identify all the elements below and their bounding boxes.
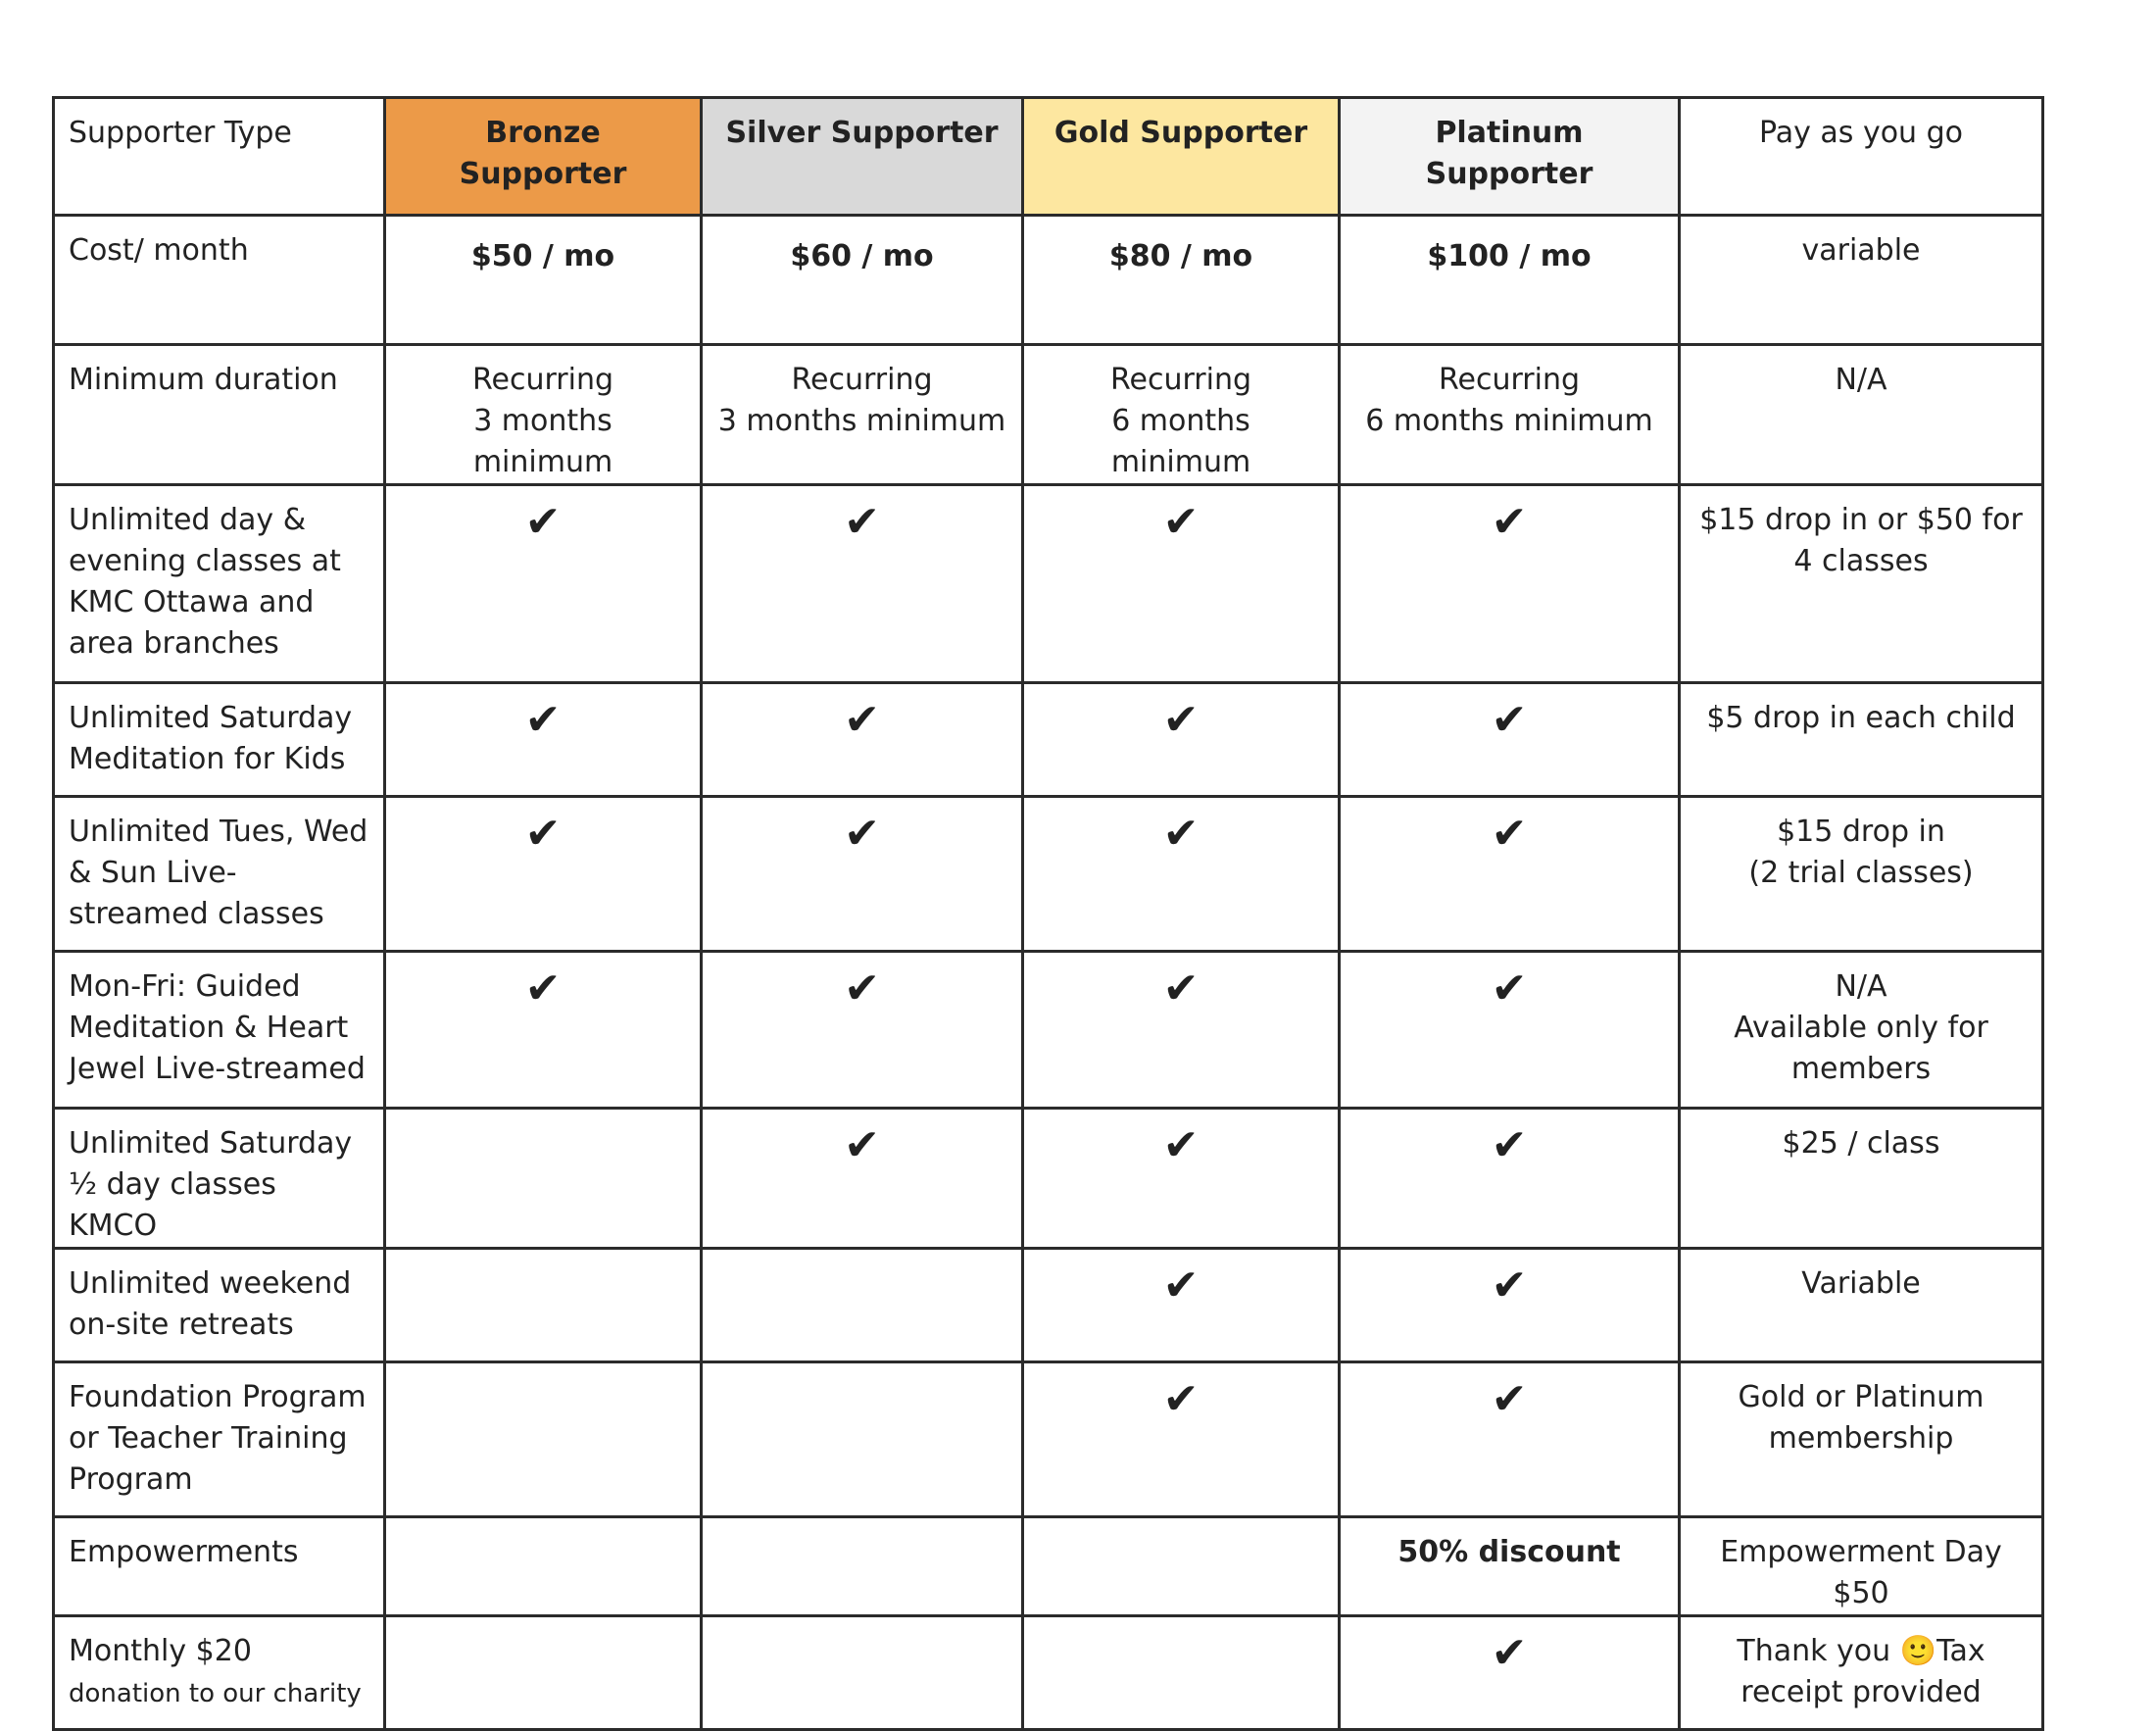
platinum-header: Platinum Supporter bbox=[1340, 98, 1680, 216]
checkmark-icon: ✔ bbox=[1491, 1374, 1528, 1424]
benefit-row bbox=[54, 485, 2043, 683]
payg-line2: (2 trial classes) bbox=[1748, 856, 1974, 890]
checkmark-icon: ✔ bbox=[524, 695, 562, 745]
duration-line2: 6 months minimum bbox=[1110, 404, 1251, 479]
bronze-cell bbox=[385, 1249, 702, 1362]
silver-cell bbox=[702, 683, 1023, 797]
benefit-label: Unlimited Saturday Meditation for Kids bbox=[54, 683, 385, 797]
benefit-label: Foundation Program or Teacher Training Program bbox=[54, 1362, 385, 1517]
benefit-label: Unlimited Saturday ½ day classes KMCO bbox=[54, 1109, 385, 1249]
checkmark-icon: ✔ bbox=[1491, 809, 1528, 859]
checkmark-icon: ✔ bbox=[1162, 695, 1200, 745]
silver-cell bbox=[702, 1109, 1023, 1249]
bronze-cell bbox=[385, 1109, 702, 1249]
benefit-row bbox=[54, 1517, 2043, 1616]
checkmark-icon: ✔ bbox=[524, 497, 562, 547]
checkmark-icon: ✔ bbox=[1162, 1261, 1200, 1311]
gold-cell bbox=[1023, 1517, 1340, 1616]
header-row-label: Supporter Type bbox=[54, 98, 385, 216]
benefit-label: Mon-Fri: Guided Meditation & Heart Jewel Live-streamed bbox=[54, 952, 385, 1109]
payg-cell: $15 drop in or $50 for 4 classes bbox=[1680, 485, 2043, 683]
benefit-row bbox=[54, 952, 2043, 1109]
gold-cost: $80 / mo bbox=[1023, 216, 1340, 345]
gold-cell bbox=[1023, 1109, 1340, 1249]
bronze-cell bbox=[385, 952, 702, 1109]
benefit-label: Unlimited day & evening classes at KMC Ottawa and area branches bbox=[54, 485, 385, 683]
benefit-label: Unlimited Tues, Wed & Sun Live-streamed classes bbox=[54, 797, 385, 952]
donation-label-part1: Monthly $20 bbox=[69, 1634, 252, 1668]
gold-header: Gold Supporter bbox=[1023, 98, 1340, 216]
gold-cell bbox=[1023, 952, 1340, 1109]
bronze-cost: $50 / mo bbox=[385, 216, 702, 345]
silver-cell bbox=[702, 1517, 1023, 1616]
bronze-cell bbox=[385, 1616, 702, 1730]
checkmark-icon: ✔ bbox=[844, 695, 880, 745]
silver-cell bbox=[702, 1249, 1023, 1362]
duration-line1: Recurring bbox=[791, 363, 933, 397]
silver-duration bbox=[702, 345, 1023, 485]
payg-cost: variable bbox=[1680, 216, 2043, 345]
silver-header: Silver Supporter bbox=[702, 98, 1023, 216]
payg-cell: $25 / class bbox=[1680, 1109, 2043, 1249]
benefit-row bbox=[54, 1362, 2043, 1517]
platinum-cell bbox=[1340, 952, 1680, 1109]
benefit-row bbox=[54, 797, 2043, 952]
checkmark-icon: ✔ bbox=[524, 964, 562, 1014]
payg-line1: N/A bbox=[1835, 969, 1887, 1004]
bronze-cell bbox=[385, 1362, 702, 1517]
checkmark-icon: ✔ bbox=[844, 809, 880, 859]
checkmark-icon: ✔ bbox=[1162, 497, 1200, 547]
platinum-cell bbox=[1340, 797, 1680, 952]
duration-line2: 3 months minimum bbox=[717, 404, 1006, 438]
smiley-icon: 🙂 bbox=[1899, 1634, 1937, 1668]
payg-cell: $5 drop in each child bbox=[1680, 683, 2043, 797]
benefit-row bbox=[54, 1249, 2043, 1362]
payg-header: Pay as you go bbox=[1680, 98, 2043, 216]
benefit-row bbox=[54, 683, 2043, 797]
gold-cell bbox=[1023, 797, 1340, 952]
checkmark-icon: ✔ bbox=[1491, 1120, 1528, 1170]
checkmark-icon: ✔ bbox=[1162, 1120, 1200, 1170]
donation-label-part2: donation to our charity bbox=[69, 1679, 362, 1708]
checkmark-icon: ✔ bbox=[1162, 964, 1200, 1014]
benefit-label bbox=[54, 1616, 385, 1730]
bronze-header: Bronze Supporter bbox=[385, 98, 702, 216]
checkmark-icon: ✔ bbox=[844, 1120, 880, 1170]
duration-line1: N/A bbox=[1835, 363, 1887, 397]
checkmark-icon: ✔ bbox=[844, 964, 880, 1014]
bronze-cell bbox=[385, 1517, 702, 1616]
thank-you-text: Thank you bbox=[1737, 1634, 1900, 1668]
checkmark-icon: ✔ bbox=[524, 809, 562, 859]
tax-receipt-text: Tax receipt provided bbox=[1740, 1634, 1985, 1709]
gold-cell bbox=[1023, 1249, 1340, 1362]
duration-row-label: Minimum duration bbox=[54, 345, 385, 485]
payg-line1: $15 drop in bbox=[1777, 815, 1945, 849]
silver-cell bbox=[702, 797, 1023, 952]
checkmark-icon: ✔ bbox=[1491, 1261, 1528, 1311]
payg-cell: Gold or Platinum membership bbox=[1680, 1362, 2043, 1517]
duration-line2: 6 months minimum bbox=[1365, 404, 1653, 438]
platinum-cell bbox=[1340, 1249, 1680, 1362]
platinum-cell bbox=[1340, 1362, 1680, 1517]
benefit-label: Unlimited weekend on-site retreats bbox=[54, 1249, 385, 1362]
gold-cell bbox=[1023, 1362, 1340, 1517]
benefit-row bbox=[54, 1616, 2043, 1730]
silver-cell bbox=[702, 952, 1023, 1109]
cost-row-label: Cost/ month bbox=[54, 216, 385, 345]
gold-cell bbox=[1023, 1616, 1340, 1730]
gold-cell bbox=[1023, 683, 1340, 797]
checkmark-icon: ✔ bbox=[1162, 1374, 1200, 1424]
bronze-duration bbox=[385, 345, 702, 485]
platinum-cell bbox=[1340, 485, 1680, 683]
payg-duration bbox=[1680, 345, 2043, 485]
payg-cell bbox=[1680, 1616, 2043, 1730]
checkmark-icon: ✔ bbox=[1162, 809, 1200, 859]
bronze-cell bbox=[385, 485, 702, 683]
payg-line2: Available only for members bbox=[1734, 1011, 1988, 1086]
silver-cell bbox=[702, 1616, 1023, 1730]
benefit-label: Empowerments bbox=[54, 1517, 385, 1616]
checkmark-icon: ✔ bbox=[1491, 695, 1528, 745]
duration-line1: Recurring bbox=[472, 363, 613, 397]
platinum-cost: $100 / mo bbox=[1340, 216, 1680, 345]
header-row bbox=[54, 98, 2043, 216]
duration-line1: Recurring bbox=[1110, 363, 1251, 397]
benefit-row bbox=[54, 1109, 2043, 1249]
payg-cell bbox=[1680, 797, 2043, 952]
checkmark-icon: ✔ bbox=[1491, 1628, 1528, 1678]
duration-row bbox=[54, 345, 2043, 485]
platinum-cell bbox=[1340, 1109, 1680, 1249]
gold-duration bbox=[1023, 345, 1340, 485]
payg-cell: Empowerment Day $50 bbox=[1680, 1517, 2043, 1616]
payg-cell bbox=[1680, 952, 2043, 1109]
payg-cell: Variable bbox=[1680, 1249, 2043, 1362]
platinum-discount: 50% discount bbox=[1340, 1517, 1680, 1616]
duration-line1: Recurring bbox=[1439, 363, 1580, 397]
gold-cell bbox=[1023, 485, 1340, 683]
duration-line2: 3 months minimum bbox=[472, 404, 613, 479]
platinum-cell bbox=[1340, 683, 1680, 797]
bronze-cell bbox=[385, 683, 702, 797]
checkmark-icon: ✔ bbox=[844, 497, 880, 547]
checkmark-icon: ✔ bbox=[1491, 964, 1528, 1014]
supporter-comparison-table bbox=[52, 96, 2044, 1731]
silver-cell bbox=[702, 1362, 1023, 1517]
cost-row bbox=[54, 216, 2043, 345]
bronze-cell bbox=[385, 797, 702, 952]
platinum-cell bbox=[1340, 1616, 1680, 1730]
checkmark-icon: ✔ bbox=[1491, 497, 1528, 547]
platinum-duration bbox=[1340, 345, 1680, 485]
silver-cell bbox=[702, 485, 1023, 683]
silver-cost: $60 / mo bbox=[702, 216, 1023, 345]
